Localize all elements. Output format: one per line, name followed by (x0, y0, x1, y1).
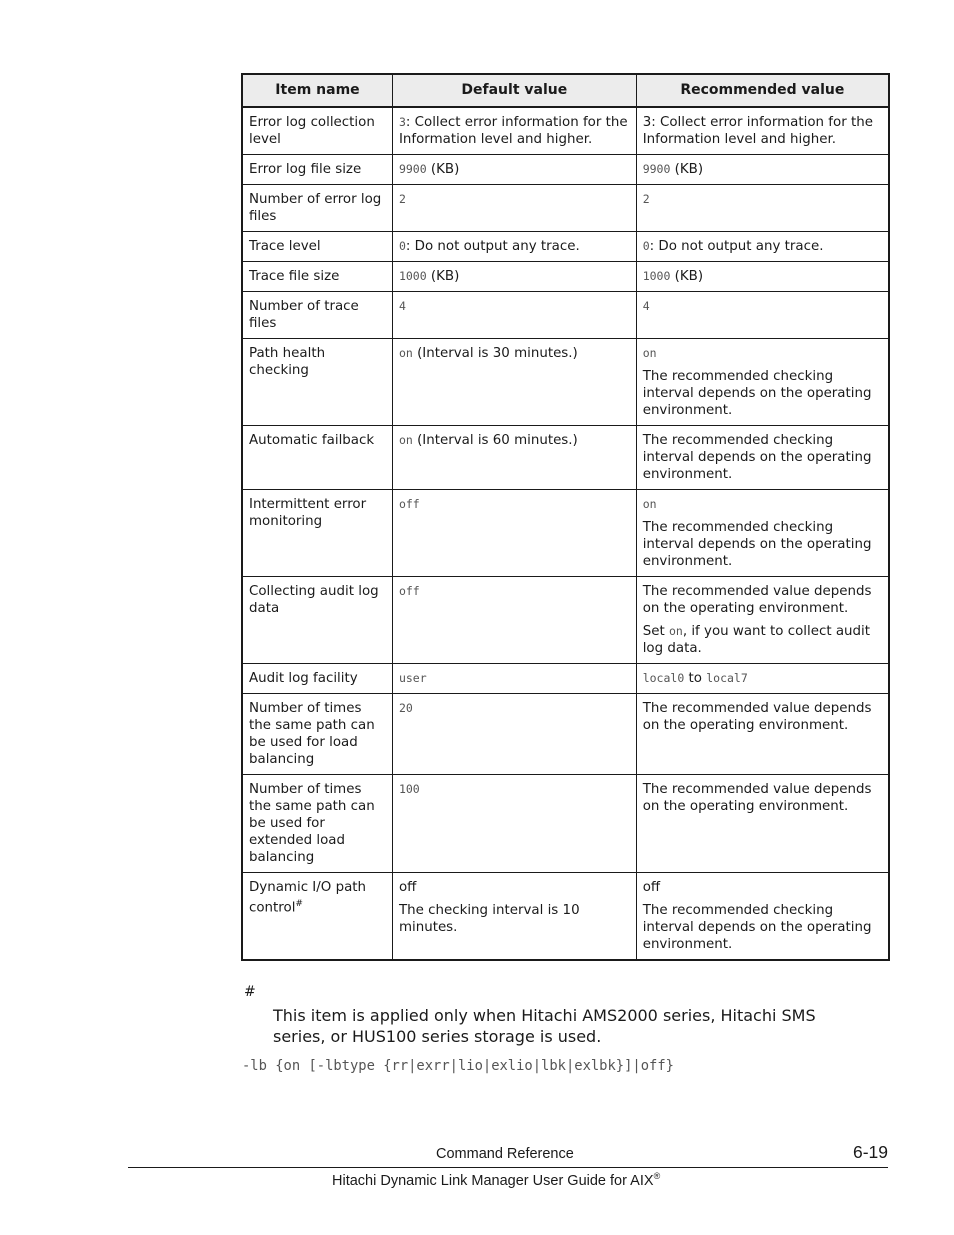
table-row (242, 292, 889, 339)
value-text: (KB) (670, 162, 704, 177)
recommended-value-cell (636, 262, 889, 292)
value-code: 1000 (642, 269, 671, 283)
command-syntax: -lb {on [-lbtype {rr|exrr|lio|exlio|lbk|exlbk}]|off} (242, 1058, 674, 1074)
item-name: Intermittent error monitoring (249, 497, 367, 529)
registered-mark: ® (653, 1171, 661, 1181)
value-text: The recommended checking interval depends on the operating environment. (642, 433, 872, 482)
value-code: on (642, 346, 657, 360)
recommended-value-cell (636, 873, 889, 961)
value-code: 2 (642, 192, 650, 206)
value-code: 9900 (398, 162, 427, 176)
table-row (242, 107, 889, 155)
item-name: Error log collection level (249, 115, 375, 147)
value-paragraph (643, 432, 882, 483)
value-code: local7 (706, 671, 748, 685)
value-paragraph (399, 496, 630, 513)
value-paragraph (643, 781, 882, 815)
value-code: 20 (398, 701, 413, 715)
item-name-cell (242, 775, 392, 873)
item-name-cell (242, 664, 392, 694)
value-code: on (642, 497, 657, 511)
value-text: (KB) (426, 162, 460, 177)
item-name-cell (242, 185, 392, 232)
value-paragraph (643, 583, 882, 617)
value-text: The recommended value depends on the operating environment. (642, 782, 872, 814)
item-name: Dynamic I/O path control (249, 880, 367, 916)
table-row (242, 155, 889, 185)
value-text: to (684, 671, 707, 686)
item-name: Number of times the same path can be used for load balancing (249, 701, 375, 767)
item-name-cell (242, 155, 392, 185)
table-row (242, 185, 889, 232)
recommended-value-cell (636, 490, 889, 577)
value-text: off (642, 880, 661, 895)
value-paragraph (643, 238, 882, 255)
item-name: Error log file size (249, 162, 362, 177)
footer-book-title (332, 1171, 660, 1189)
value-paragraph (399, 583, 630, 600)
value-text: The recommended checking interval depends on the operating environment. (642, 520, 872, 569)
item-name: Number of error log files (249, 192, 382, 224)
item-name-cell (242, 426, 392, 490)
value-text: The recommended checking interval depends on the operating environment. (642, 369, 872, 418)
item-name-cell (242, 262, 392, 292)
value-text: (Interval is 60 minutes.) (412, 433, 578, 448)
default-value-cell (392, 775, 636, 873)
value-code: 0 (398, 239, 406, 253)
value-text: The recommended checking interval depends on the operating environment. (642, 903, 872, 952)
value-paragraph (643, 902, 882, 953)
default-value-cell (392, 339, 636, 426)
default-value-cell (392, 292, 636, 339)
value-paragraph (643, 879, 882, 896)
default-value-cell (392, 185, 636, 232)
table-row (242, 490, 889, 577)
recommended-value-cell (636, 155, 889, 185)
value-paragraph (399, 238, 630, 255)
value-text: : Do not output any trace. (405, 239, 580, 254)
item-name: Trace level (249, 239, 321, 254)
value-paragraph (399, 191, 630, 208)
value-paragraph (399, 781, 630, 798)
value-code: off (398, 497, 420, 511)
value-paragraph (643, 161, 882, 178)
recommended-value-cell (636, 185, 889, 232)
item-name-cell (242, 107, 392, 155)
recommended-value-cell (636, 577, 889, 664)
value-code: on (668, 624, 683, 638)
footnote-mark: # (244, 984, 256, 1000)
default-value-cell (392, 577, 636, 664)
value-text: (KB) (426, 269, 460, 284)
value-paragraph (399, 700, 630, 717)
table-row (242, 426, 889, 490)
item-name: Number of times the same path can be used for extended load balancing (249, 782, 375, 865)
book-title-text: Hitachi Dynamic Link Manager User Guide for AIX (332, 1172, 654, 1189)
recommended-value-cell (636, 339, 889, 426)
value-paragraph (399, 432, 630, 449)
table-row (242, 232, 889, 262)
default-value-cell (392, 694, 636, 775)
settings-table (241, 73, 890, 961)
value-paragraph (643, 191, 882, 208)
table-body (242, 107, 889, 960)
table-row (242, 577, 889, 664)
value-paragraph (399, 114, 630, 148)
recommended-value-cell (636, 775, 889, 873)
value-code: off (398, 584, 420, 598)
table-row (242, 775, 889, 873)
value-text: , if you want to collect audit log data. (642, 624, 870, 656)
default-value-cell (392, 232, 636, 262)
recommended-value-cell (636, 664, 889, 694)
item-name-cell (242, 292, 392, 339)
value-text: The recommended value depends on the operating environment. (642, 584, 872, 616)
item-name: Trace file size (249, 269, 340, 284)
table-row (242, 873, 889, 961)
default-value-cell (392, 155, 636, 185)
default-value-cell (392, 107, 636, 155)
value-text: The recommended value depends on the operating environment. (642, 701, 872, 733)
default-value-cell (392, 426, 636, 490)
value-code: 1000 (398, 269, 427, 283)
item-name: Path health checking (249, 346, 326, 378)
value-paragraph (643, 670, 882, 687)
item-name-cell (242, 873, 392, 961)
item-name: Number of trace files (249, 299, 359, 331)
page-number: 6-19 (852, 1142, 888, 1162)
footnote-ref: # (295, 899, 303, 909)
item-name-cell (242, 577, 392, 664)
table-row (242, 262, 889, 292)
recommended-value-cell (636, 232, 889, 262)
value-text: : Do not output any trace. (649, 239, 824, 254)
value-paragraph (643, 268, 882, 285)
value-code: 3 (398, 115, 406, 129)
value-paragraph (643, 496, 882, 513)
table-row (242, 339, 889, 426)
item-name-cell (242, 232, 392, 262)
value-paragraph (643, 368, 882, 419)
value-paragraph (399, 298, 630, 315)
value-code: local0 (642, 671, 685, 685)
value-text: (KB) (670, 269, 704, 284)
value-paragraph (643, 114, 882, 148)
item-name: Automatic failback (249, 433, 375, 448)
header-recommended-value: Recommended value (636, 74, 889, 107)
item-name: Audit log facility (249, 671, 358, 686)
header-item-name: Item name (242, 74, 392, 107)
value-paragraph (399, 879, 630, 896)
value-code: 100 (398, 782, 420, 796)
item-name-cell (242, 339, 392, 426)
footer-divider (128, 1167, 888, 1168)
value-code: 0 (642, 239, 650, 253)
value-paragraph (643, 345, 882, 362)
value-paragraph (399, 268, 630, 285)
value-paragraph (643, 519, 882, 570)
value-code: 4 (398, 299, 406, 313)
recommended-value-cell (636, 292, 889, 339)
value-code: 2 (398, 192, 406, 206)
table-header-row (242, 74, 889, 107)
table-row (242, 694, 889, 775)
footer-section-title: Command Reference (436, 1146, 574, 1162)
value-paragraph (643, 700, 882, 734)
recommended-value-cell (636, 426, 889, 490)
default-value-cell (392, 262, 636, 292)
value-paragraph (399, 345, 630, 362)
default-value-cell (392, 490, 636, 577)
value-text: : Collect error information for the Information level and higher. (398, 115, 628, 147)
value-code: user (398, 671, 427, 685)
value-text: 3: Collect error information for the Information level and higher. (642, 115, 873, 147)
value-text: (Interval is 30 minutes.) (412, 346, 578, 361)
value-code: on (398, 433, 413, 447)
footnote-text: This item is applied only when Hitachi AMS2000 series, Hitachi SMS series, or HUS100 series storage is used. (273, 1006, 816, 1046)
value-paragraph (399, 161, 630, 178)
default-value-cell (392, 664, 636, 694)
value-paragraph (399, 670, 630, 687)
value-text: Set (642, 624, 669, 639)
recommended-value-cell (636, 107, 889, 155)
value-code: 9900 (642, 162, 671, 176)
value-paragraph (643, 623, 882, 657)
header-default-value: Default value (392, 74, 636, 107)
item-name-cell (242, 490, 392, 577)
default-value-cell (392, 873, 636, 961)
value-paragraph (399, 902, 630, 936)
table-row (242, 664, 889, 694)
value-code: 4 (642, 299, 650, 313)
value-paragraph (643, 298, 882, 315)
value-code: on (398, 346, 413, 360)
value-text: The checking interval is 10 minutes. (398, 903, 580, 935)
item-name: Collecting audit log data (249, 584, 379, 616)
value-text: off (398, 880, 417, 895)
recommended-value-cell (636, 694, 889, 775)
item-name-cell (242, 694, 392, 775)
